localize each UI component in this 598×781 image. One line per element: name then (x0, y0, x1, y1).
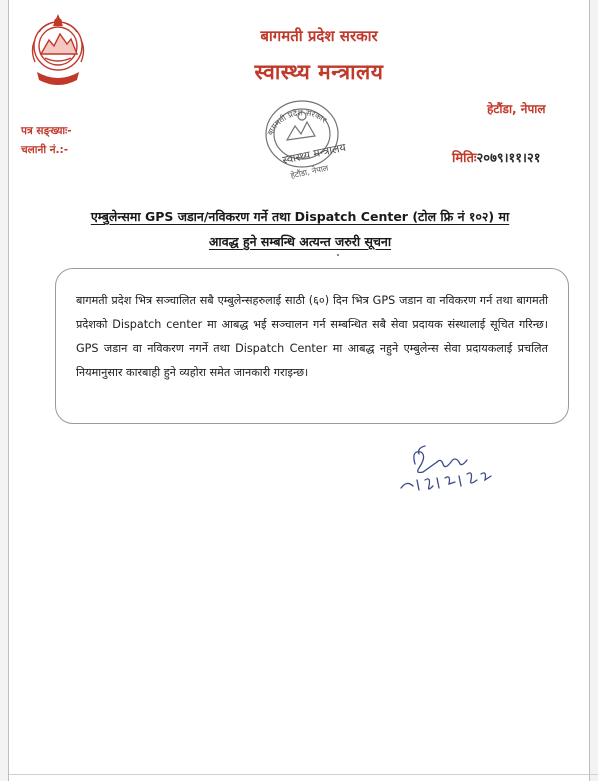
subject-line-2: आवद्ध हुने सम्बन्धि अत्यन्त जरुरी सूचना (208, 234, 392, 249)
office-location: हेटौंडा, नेपाल (487, 102, 546, 116)
government-name: बागमती प्रदेश सरकार (260, 27, 378, 45)
ministry-name: स्वास्थ्य मन्त्रालय (254, 60, 384, 84)
letter-number-label: पत्र सङ्ख्याः- (21, 125, 72, 137)
nepal-government-emblem-icon (25, 10, 91, 92)
svg-text:बागमती प्रदेश सरकार (263, 103, 331, 137)
notice-body: बागमती प्रदेश भित्र सञ्चालित सबै एम्बुलेन्सहरुलाई साठी (६०) दिन भित्र GPS जडान वा नविकरण गर्न तथा बागमती प्रदेशको Dispatch center मा आबद्ध भई सञ्चालन गर्न सम्बन्धित सबै सेवा प्रदायक संस्थालाई सूचित गरिन्छ। GPS जडान वा नविकरण नगर्ने तथा Dispatch Center मा आबद्ध नहुने एम्बुलेन्स सेवा प्रदायकलाई प्रचलित नियमानुसार कारबाही हुने व्यहोरा समेत जानकारी गराइन्छ। (76, 294, 548, 379)
letter-page (8, 0, 590, 781)
handwritten-signature-icon (397, 440, 527, 500)
stamp-top-text: बागमती प्रदेश सरकार (265, 108, 329, 137)
scan-edge-line (9, 774, 598, 775)
date-value: २०७९।११।२१ (476, 151, 541, 166)
letter-date (452, 148, 540, 166)
notice-box (55, 268, 569, 424)
ink-speck (337, 254, 339, 256)
stamp-location-text: हेटौंडा, नेपाल (289, 163, 330, 181)
dispatch-number-label: चलानी नं.:- (21, 144, 69, 156)
subject-line-1: एम्बुलेन्समा GPS जडान/नविकरण गर्ने तथा Dispatch Center (टोल फ्रि नं १०२) मा (90, 209, 510, 224)
stamp-ministry-text: स्वास्थ्य मन्त्रालय (281, 140, 347, 167)
ministry-round-stamp-icon (247, 94, 357, 190)
date-label: मितिः (452, 151, 477, 166)
